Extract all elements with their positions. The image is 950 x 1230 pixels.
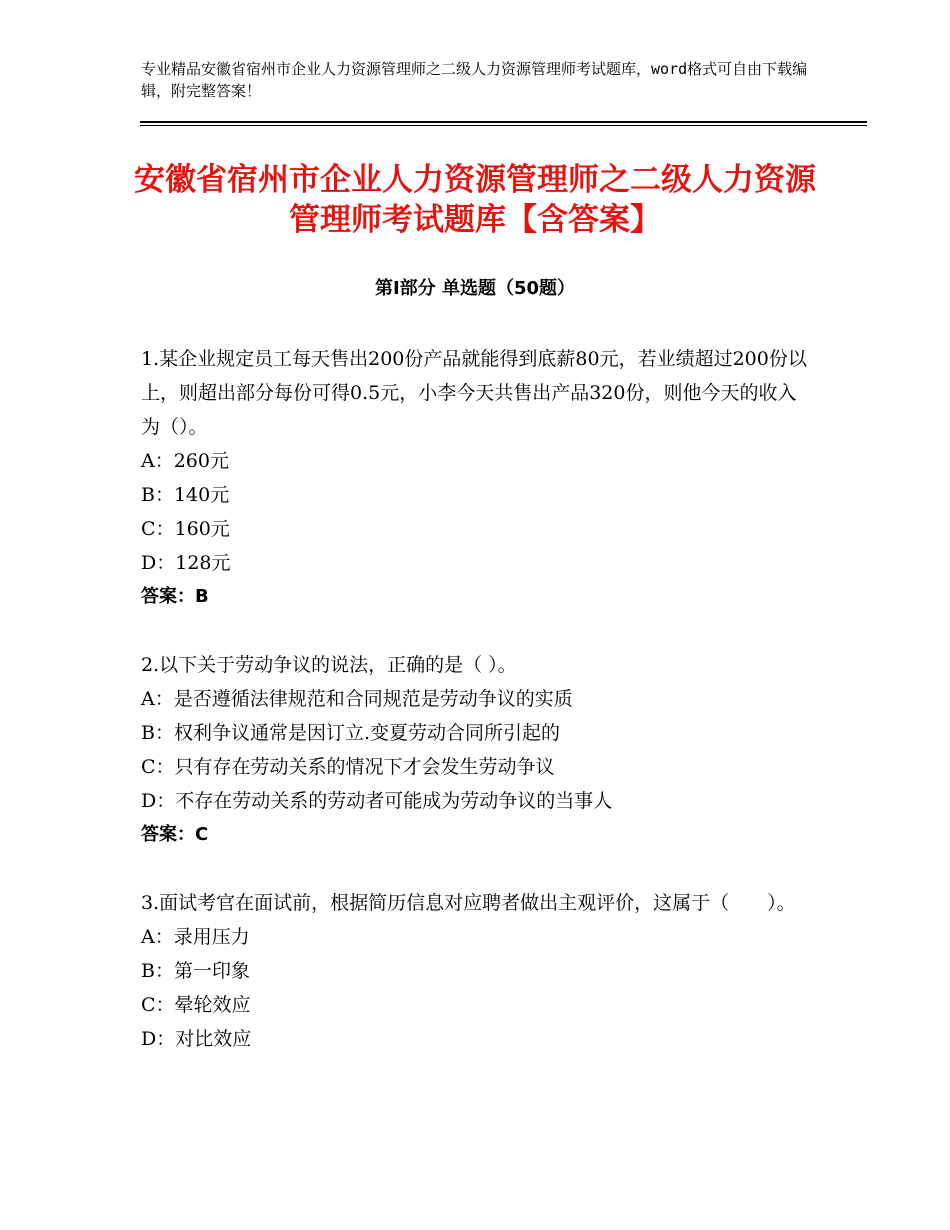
question-text: 3.面试考官在面试前，根据简历信息对应聘者做出主观评价，这属于（ ）。	[141, 892, 796, 914]
section-heading: 第Ⅰ部分 单选题（50题）	[374, 278, 575, 299]
option-a: A：录用压力	[141, 926, 250, 948]
question-text: 2.以下关于劳动争议的说法，正确的是（ ）。	[141, 654, 517, 676]
question-1	[141, 342, 811, 614]
header-rule-thin	[140, 125, 867, 126]
option-a: A：是否遵循法律规范和合同规范是劳动争议的实质	[141, 688, 573, 710]
option-b: B：权利争议通常是因订立.变夏劳动合同所引起的	[141, 722, 561, 744]
question-3	[141, 886, 811, 1056]
option-b: B：140元	[141, 484, 230, 506]
question-text: 1.某企业规定员工每天售出200份产品就能得到底薪80元，若业绩超过200份以上，则超出部分每份可得0.5元，小李今天共售出产品320份，则他今天的收入为（）。	[141, 348, 807, 438]
document-title: 安徽省宿州市企业人力资源管理师之二级人力资源管理师考试题库【含答案】	[134, 162, 816, 238]
option-d: D：不存在劳动关系的劳动者可能成为劳动争议的当事人	[141, 790, 613, 812]
header-note: 专业精品安徽省宿州市企业人力资源管理师之二级人力资源管理师考试题库，word格式可自由下载编辑，附完整答案！	[141, 60, 808, 100]
option-d: D：128元	[141, 552, 231, 574]
answer-label: 答案：C	[141, 824, 209, 845]
header-rule-thick	[140, 121, 867, 123]
answer-label: 答案：B	[141, 586, 209, 607]
question-2	[141, 648, 811, 852]
option-c: C：160元	[141, 518, 230, 540]
option-c: C：只有存在劳动关系的情况下才会发生劳动争议	[141, 756, 555, 778]
option-b: B：第一印象	[141, 960, 250, 982]
option-a: A：260元	[141, 450, 229, 472]
option-c: C：晕轮效应	[141, 994, 251, 1016]
option-d: D：对比效应	[141, 1028, 252, 1050]
